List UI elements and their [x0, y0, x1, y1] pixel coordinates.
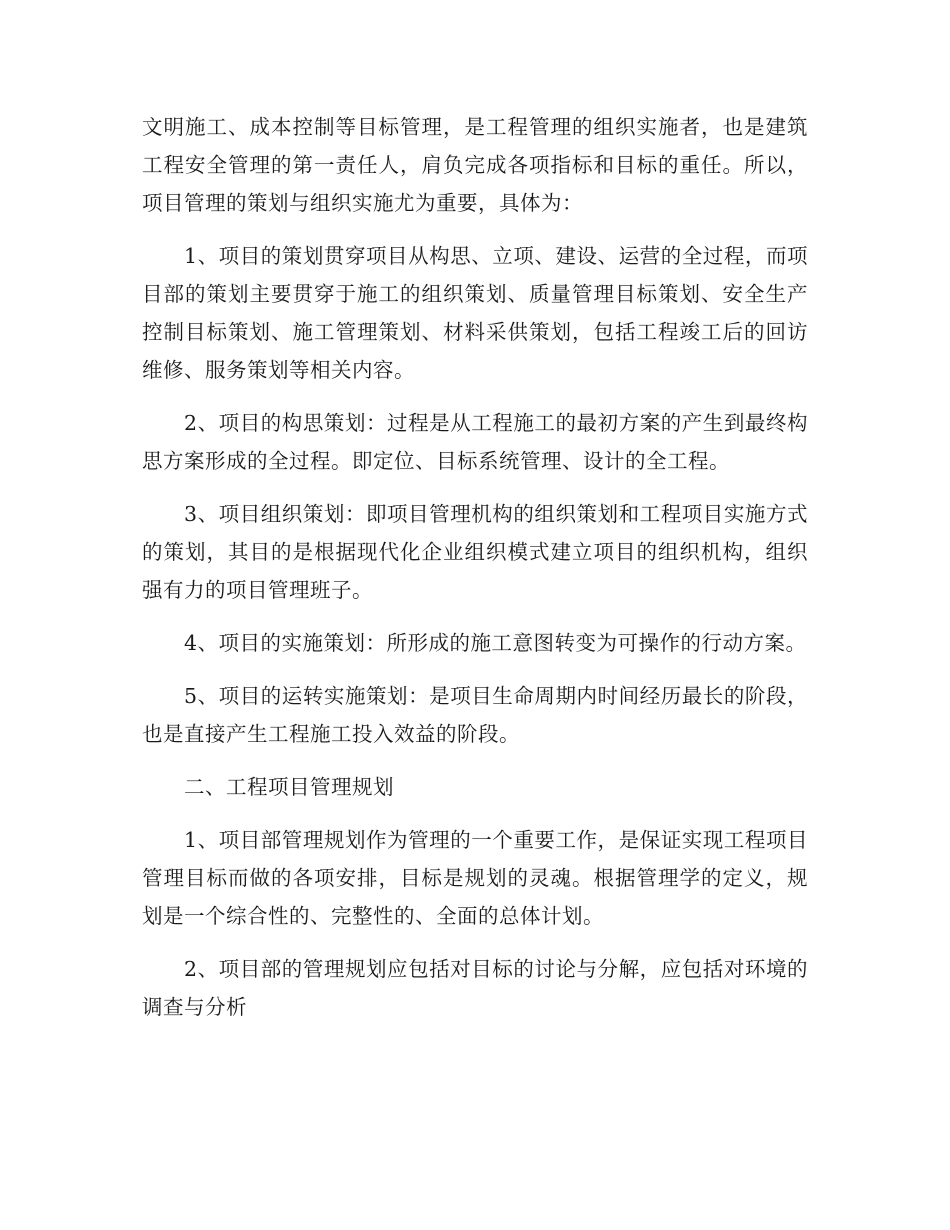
paragraph-item-2-concept: 2、项目的构思策划：过程是从工程施工的最初方案的产生到最终构思方案形成的全过程。即定位、目标系统管理、设计的全工程。	[142, 411, 808, 473]
paragraph-item-4-implementation: 4、项目的实施策划：所形成的施工意图转变为可操作的行动方案。	[184, 631, 807, 655]
paragraph-item-3-organization: 3、项目组织策划：即项目管理机构的组织策划和工程项目实施方式的策划，其目的是根据现代化企业组织模式建立项目的组织机构，组织强有力的项目管理班子。	[142, 502, 808, 602]
document-body	[142, 108, 808, 1026]
paragraph-item-5-operation: 5、项目的运转实施策划：是项目生命周期内时间经历最长的阶段，也是直接产生工程施工投入效益的阶段。	[142, 684, 808, 746]
section-heading-2: 二、工程项目管理规划	[184, 775, 394, 799]
paragraph-section2-item-2: 2、项目部的管理规划应包括对目标的讨论与分解，应包括对环境的调查与分析	[142, 957, 808, 1019]
paragraph-item-1-planning: 1、项目的策划贯穿项目从构思、立项、建设、运营的全过程，而项目部的策划主要贯穿于施工的组织策划、质量管理目标策划、安全生产控制目标策划、施工管理策划、材料采供策划，包括工程竣工后的回访维修、服务策划等相关内容。	[142, 244, 808, 382]
paragraph-intro: 文明施工、成本控制等目标管理，是工程管理的组织实施者，也是建筑工程安全管理的第一责任人，肩负完成各项指标和目标的重任。所以，项目管理的策划与组织实施尤为重要，具体为：	[142, 115, 808, 215]
paragraph-section2-item-1: 1、项目部管理规划作为管理的一个重要工作，是保证实现工程项目管理目标而做的各项安排，目标是规划的灵魂。根据管理学的定义，规划是一个综合性的、完整性的、全面的总体计划。	[142, 828, 808, 928]
